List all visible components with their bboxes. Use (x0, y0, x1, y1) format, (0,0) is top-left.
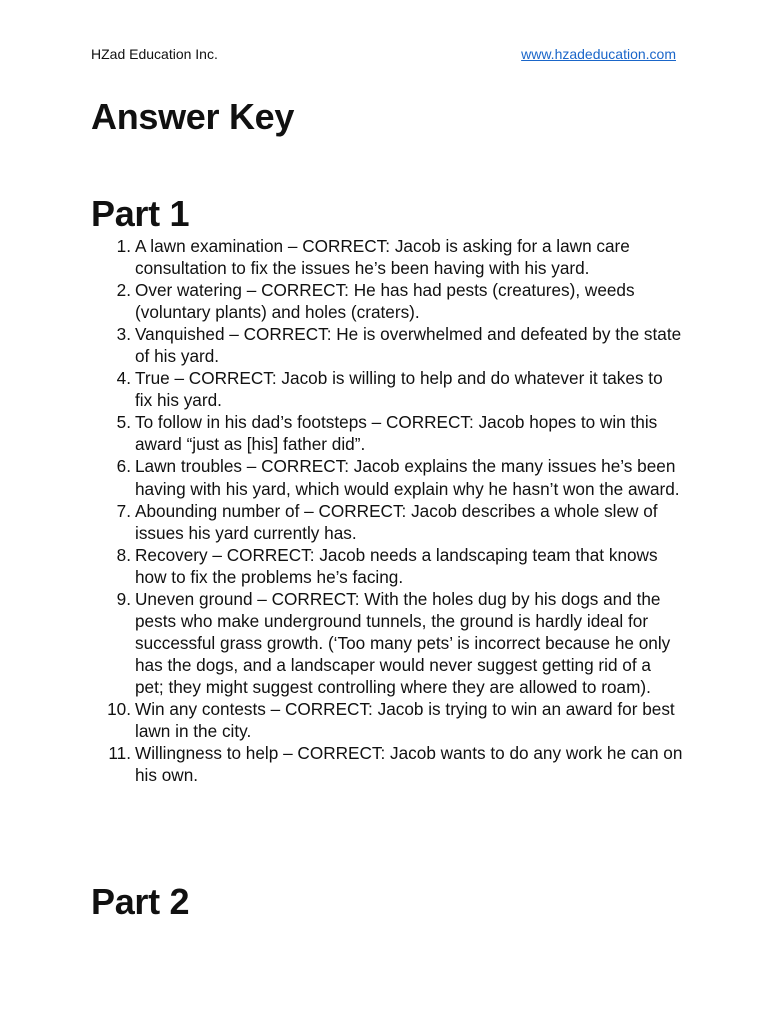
list-item (91, 367, 683, 411)
item-text: Over watering – CORRECT: He has had pests (creatures), weeds (voluntary plants) and holes (craters). (135, 280, 635, 323)
item-text: True – CORRECT: Jacob is willing to help and do whatever it takes to fix his yard. (135, 368, 663, 411)
item-number: 5. (116, 412, 131, 433)
item-number: 11. (108, 743, 131, 764)
item-number: 4. (116, 368, 131, 389)
list-item (91, 279, 683, 323)
item-text: Vanquished – CORRECT: He is overwhelmed and defeated by the state of his yard. (135, 324, 682, 367)
item-number: 8. (116, 544, 131, 565)
website-link[interactable]: www.hzadeducation.com (521, 46, 676, 62)
list-item (91, 235, 683, 279)
list-item (91, 588, 683, 698)
item-text: Lawn troubles – CORRECT: Jacob explains the many issues he’s been having with his yard, which would explain why he hasn’t won the award. (135, 456, 680, 499)
item-text: Win any contests – CORRECT: Jacob is trying to win an award for best lawn in the city. (135, 698, 675, 742)
item-number: 1. (116, 236, 131, 256)
item-text: To follow in his dad’s footsteps – CORRECT: Jacob hopes to win this award “just as [his] father did”. (135, 412, 658, 455)
item-text: Uneven ground – CORRECT: With the holes dug by his dogs and the pests who make underground tunnels, the ground is hardly ideal for successful grass growth. (‘Too many pets’ is incorrect because he only has the dogs, and a landscaper would never suggest getting rid of a pet; they might suggest controlling where they are allowed to roam). (135, 588, 671, 697)
company-name: HZad Education Inc. (91, 46, 218, 62)
item-text: A lawn examination – CORRECT: Jacob is asking for a lawn care consultation to fix the issues he’s been having with his yard. (135, 236, 630, 279)
list-item (91, 544, 683, 588)
part1-heading: Part 1 (91, 193, 190, 234)
list-item (91, 742, 683, 786)
page-title: Answer Key (91, 96, 295, 137)
item-text: Willingness to help – CORRECT: Jacob wants to do any work he can on his own. (135, 743, 683, 786)
item-number: 6. (116, 456, 131, 477)
answer-list (91, 235, 683, 786)
item-number: 2. (116, 280, 131, 301)
item-number: 7. (116, 500, 131, 521)
list-item (91, 500, 683, 544)
item-number: 10. (107, 698, 131, 719)
item-text: Recovery – CORRECT: Jacob needs a landscaping team that knows how to fix the problems he’s facing. (135, 544, 658, 587)
list-item (91, 411, 683, 455)
list-item (91, 455, 683, 499)
part2-heading: Part 2 (91, 881, 190, 922)
item-number: 9. (116, 588, 131, 609)
list-item (91, 323, 683, 367)
item-text: Abounding number of – CORRECT: Jacob describes a whole slew of issues his yard currently has. (135, 500, 658, 543)
item-number: 3. (116, 324, 131, 345)
list-item (91, 698, 683, 742)
